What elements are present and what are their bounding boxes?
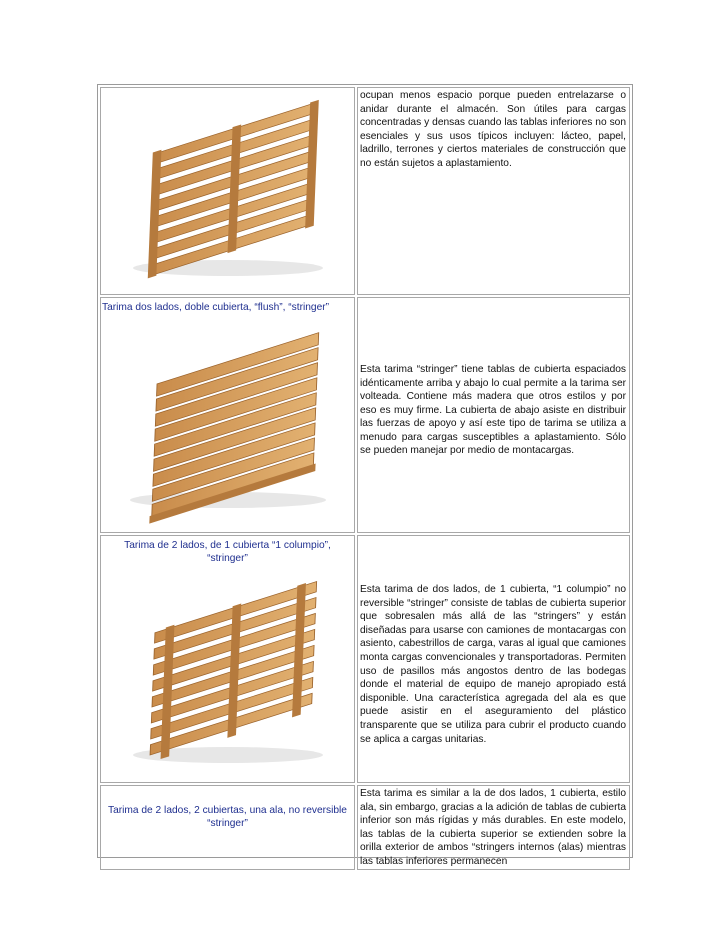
row-2-caption: Tarima dos lados, doble cubierta, “flush”, “stringer” — [102, 302, 330, 313]
row-4-description-cell — [357, 785, 630, 870]
row-4-description: Esta tarima es similar a la de dos lados, 1 cubierta, estilo ala, sin embargo, gracias a la adición de tablas de cubierta inferior son más rígidas y más durables. En este modelo, las tablas de la cubierta superior se extienden sobre la orilla exterior de ambos “stringers internos (alas) mientras las tablas inferiores permanecen — [360, 788, 626, 867]
row-3-description: Esta tarima de dos lados, de 1 cubierta, “1 columpio” no reversible “stringer” consiste de tablas de cubierta superior que sobresalen más allá de las “stringers” y están diseñadas para usarse con camiones de montacargas con asiento, cabestrillos de carga, varas al igual que camiones monta cargas convencionales y transportadoras. Permiten uso de pasillos más angostos dentro de las bodegas donde el material de equipo de manejo apropiado está disponible. Una característica agregada del ala es que puede asistir en el aseguramiento del plástico transparente que se utiliza para cubrir el producto cuando se aplica a cargas unitarias. — [360, 584, 626, 745]
pallet-image — [108, 88, 348, 288]
row-1-description-cell — [357, 87, 630, 295]
pallet-image — [108, 322, 348, 522]
row-3-description-cell — [357, 535, 630, 783]
row-4-image-cell — [100, 785, 355, 870]
pallet-image — [108, 573, 348, 773]
row-3-caption: Tarima de 2 lados, de 1 cubierta “1 columpio”, “stringer” — [124, 540, 331, 564]
row-1-image-cell — [100, 87, 355, 295]
row-2-description-cell — [357, 297, 630, 533]
row-2-image-cell — [100, 297, 355, 533]
row-3-image-cell — [100, 535, 355, 783]
pallet-table — [97, 84, 633, 867]
row-4-caption: Tarima de 2 lados, 2 cubiertas, una ala, no reversible “stringer” — [108, 805, 347, 829]
row-1-description: ocupan menos espacio porque pueden entrelazarse o anidar durante el almacén. Son útiles para cargas concentradas y densas cuando las tablas inferiores no son esenciales y sus usos típicos incluyen: lácteo, papel, ladrillo, terrones y ciertos materiales de construcción que no están sujetos a aplastamiento. — [360, 90, 626, 169]
row-2-description: Esta tarima “stringer” tiene tablas de cubierta espaciados idénticamente arriba y abajo lo cual permite a la tarima ser volteada. Contiene más madera que otros estilos y por eso es muy firme. La cubierta de abajo asiste en distribuir las fuerzas de apoyo y así este tipo de tarima se utiliza a menudo para cargas susceptibles a aplastamiento. Sólo se pueden manejar por medio de montacargas. — [360, 363, 626, 457]
